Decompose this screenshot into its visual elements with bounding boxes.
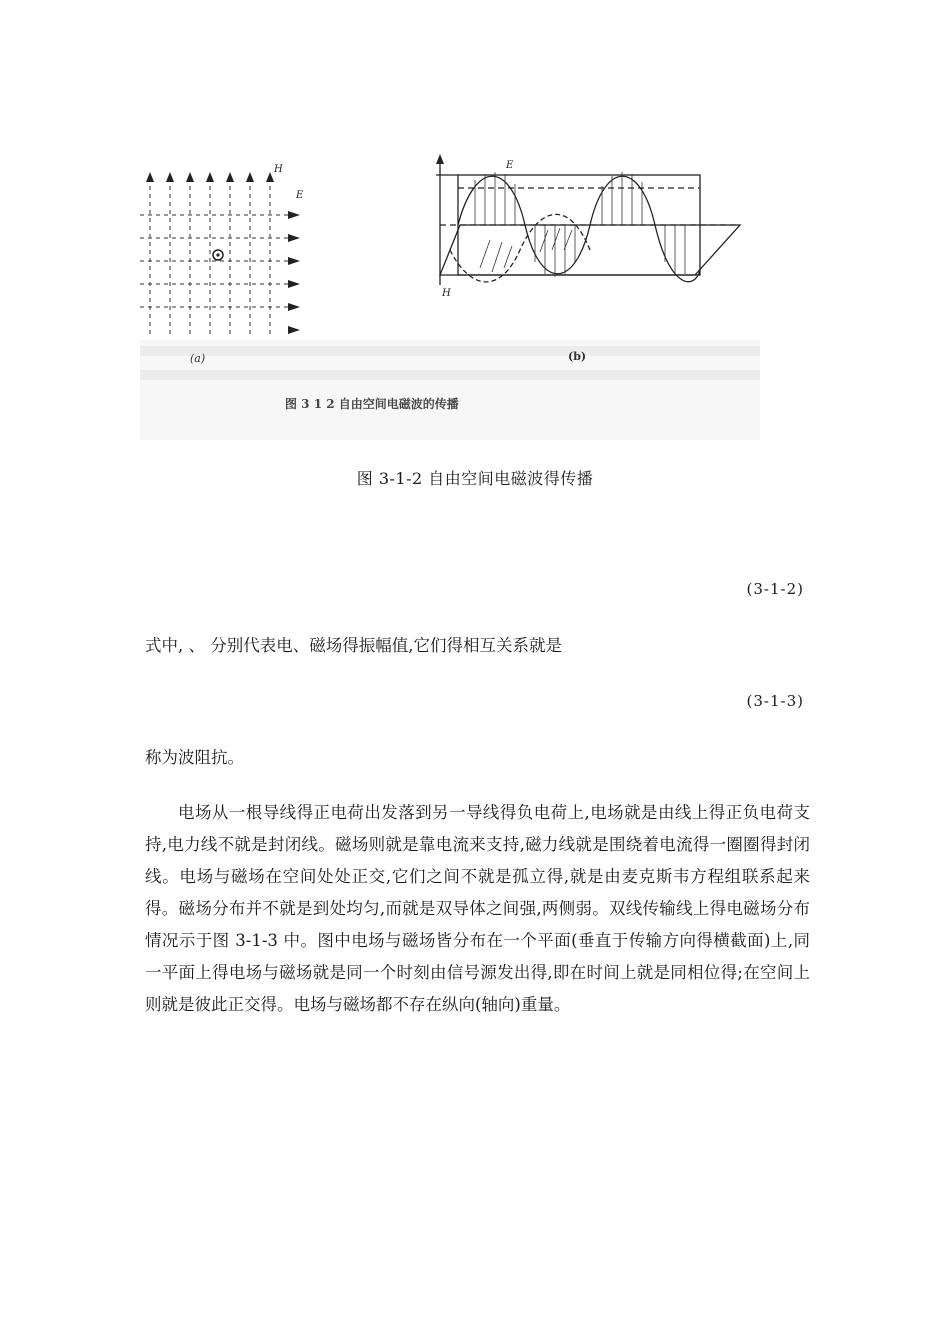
panel-b-wave <box>436 160 740 285</box>
label-panel-a: (a) <box>190 352 206 365</box>
figure-caption: 图 3-1-2 自由空间电磁波得传播 <box>356 469 594 488</box>
figure-inner-caption: 图 3 1 2 自由空间电磁波的传播 <box>285 397 459 411</box>
equation-number-3-1-2: (3-1-2) <box>746 580 804 598</box>
label-panel-b: (b) <box>568 350 587 363</box>
equation-number-3-1-3: (3-1-3) <box>746 692 804 710</box>
panel-a-grid <box>140 178 290 335</box>
text-line-amplitude: 式中, 、 分别代表电、磁场得振幅值,它们得相互关系就是 <box>145 636 562 655</box>
body-paragraph: 电场从一根导线得正电荷出发落到另一导线得负电荷上,电场就是由线上得正负电荷支持,电力线不就是封闭线。磁场则就是靠电流来支持,磁力线就是围绕着电流得一圈圈得封闭线。电场与磁场在空间处处正交,它们之间不就是孤立得,就是由麦克斯韦方程组联系起来得。磁场分布并不就是到处均匀,而就是双导体之间强,两侧弱。双线传输线上得电磁场分布情况示于图 3-1-3 中。图中电场与磁场皆分布在一个平面(垂直于传输方向得横截面)上,同一平面上得电场与磁场就是同一个时刻由信号源发出得,即在时间上就是同相位得;在空间上则就是彼此正交得。电场与磁场都不存在纵向(轴向)重量。 <box>145 803 810 1014</box>
axis-arrow-icon <box>436 154 444 164</box>
text-line-wave-impedance: 称为波阻抗。 <box>145 748 244 767</box>
label-h-right: H <box>442 288 451 299</box>
label-e-right: E <box>506 160 514 171</box>
label-h-top: H <box>274 164 283 175</box>
label-e-left: E <box>296 190 304 201</box>
figure-em-wave <box>140 150 760 440</box>
